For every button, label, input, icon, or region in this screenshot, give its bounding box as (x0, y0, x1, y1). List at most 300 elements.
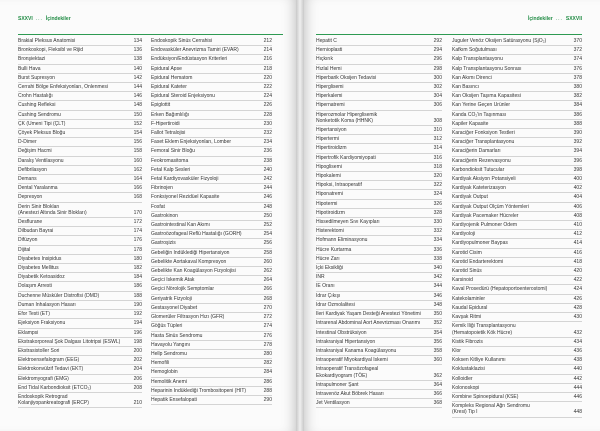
toc-entry (316, 144, 442, 153)
toc-entry-title: İntraoperatif Transözofageal Ekokardiyogram (TÖE) (316, 366, 379, 379)
toc-entry-page: 304 (433, 93, 442, 100)
toc-entry (18, 65, 142, 74)
toc-entry-page: 332 (433, 228, 442, 235)
toc-column-1 (18, 37, 142, 408)
toc-entry (316, 236, 442, 245)
toc-entry (18, 365, 142, 374)
toc-entry (316, 399, 442, 408)
toc-entry (151, 120, 272, 129)
toc-entry-page: 192 (133, 311, 142, 318)
toc-entry-page: 242 (263, 176, 272, 183)
toc-entry (452, 375, 582, 384)
toc-entry (316, 126, 442, 135)
toc-entry (151, 138, 272, 147)
toc-entry-page: 436 (573, 347, 582, 354)
toc-entry (18, 338, 142, 347)
toc-entry-page: 346 (433, 292, 442, 299)
toc-entry-page: 254 (263, 231, 272, 238)
toc-entry-title: Karaciğerin Rezervasyonu (452, 157, 511, 164)
toc-entry (316, 246, 442, 255)
toc-entry-title: End Tidal Karbondioksit (ETCO₂) (18, 384, 92, 391)
toc-entry-title: Cerrahi Bölge Enfeksiyonları, Önlenmesi (18, 84, 109, 91)
toc-entry-page: 390 (573, 130, 582, 137)
toc-entry-page: 382 (573, 93, 582, 100)
toc-entry-page: 398 (573, 166, 582, 173)
toc-entry (452, 129, 582, 138)
toc-entry-title: Erken Bağımlılığı (151, 111, 190, 118)
toc-entry-title: Hepatit C (316, 38, 337, 44)
toc-entry-title: Karotid Endarterektomi (452, 258, 504, 265)
toc-entry-title: Burst Supresyon (18, 74, 55, 81)
toc-entry-page: 366 (433, 390, 442, 397)
toc-entry-page: 148 (133, 102, 142, 109)
toc-entry (452, 276, 582, 285)
toc-entry-title: Hipotiroidizm (316, 209, 345, 216)
toc-entry (151, 276, 272, 285)
toc-entry-page: 142 (133, 74, 142, 81)
toc-entry-title: Kardiyak Pacemaker Hücreler (452, 212, 519, 219)
toc-entry-title: Kolonoskopi (452, 384, 480, 391)
toc-entry-title: Dental Yaralanma (18, 185, 58, 192)
toc-entry-title: Kafkım Soğutulması (452, 47, 497, 54)
toc-entry (151, 166, 272, 175)
toc-entry-page: 396 (573, 157, 582, 164)
toc-entry-title: Kardiyak Aksiyon Potansiyeli (452, 176, 516, 183)
toc-entry (452, 402, 582, 417)
toc-entry (452, 111, 582, 120)
toc-entry-page: 320 (433, 173, 442, 180)
toc-entry-page: 224 (263, 93, 272, 100)
toc-entry-page: 344 (433, 283, 442, 290)
toc-entry-page: 360 (433, 357, 442, 364)
toc-entry (151, 313, 272, 322)
toc-entry (18, 129, 142, 138)
toc-entry-page: 182 (133, 265, 142, 272)
toc-entry (151, 285, 272, 294)
toc-entry-page: 174 (133, 228, 142, 235)
toc-entry-page: 380 (573, 84, 582, 91)
toc-entry (452, 92, 582, 101)
toc-entry-page: 432 (573, 329, 582, 336)
toc-entry-title: Klor (452, 347, 461, 354)
toc-entry-page: 190 (133, 301, 142, 308)
toc-entry-title: Faset Eklem Enjeksiyonları, Lomber (151, 139, 232, 146)
toc-entry-page: 270 (263, 304, 272, 311)
toc-entry-page: 256 (263, 240, 272, 247)
toc-entry-page: 284 (263, 369, 272, 376)
toc-entry (151, 221, 272, 230)
toc-entry (18, 175, 142, 184)
toc-entry-title: Diyabetes Mellitus (18, 265, 59, 272)
toc-entry-page: 282 (263, 360, 272, 367)
toc-entry (452, 157, 582, 166)
toc-entry-title: Kombine Spinoepidural (KSE) (452, 393, 519, 400)
toc-entry-title: Geçici İskemik Atak (151, 277, 195, 284)
toc-entry-page: 168 (133, 194, 142, 201)
toc-entry (151, 175, 272, 184)
toc-entry-title: Depresyon (18, 194, 43, 201)
toc-entry-page: 314 (433, 145, 442, 152)
toc-entry-title: Kalp Transplantasyonu (452, 56, 503, 63)
toc-entry-page: 188 (133, 292, 142, 299)
toc-entry-page: 134 (133, 38, 142, 44)
toc-entry-title: Kardiyopulmoner Baypas (452, 240, 508, 247)
toc-entry-page: 334 (433, 237, 442, 244)
toc-entry-title: Daralış Ventilasyonu (18, 157, 64, 164)
toc-entry-title: Karbondioksit Tutucular (452, 166, 505, 173)
toc-entry (316, 55, 442, 64)
toc-entry-title: Kanda CO₂'in Taşınması (452, 111, 507, 118)
toc-entry-title: Demans (18, 176, 37, 183)
toc-entry-title: Havayolu Yangını (151, 341, 191, 348)
left-header-dots: ... (35, 16, 43, 22)
toc-entry (316, 46, 442, 55)
toc-entry (151, 184, 272, 193)
toc-entry-title: Karaciğer Transplantasyonu (452, 139, 515, 146)
toc-entry-page: 418 (573, 258, 582, 265)
toc-entry-page: 392 (573, 139, 582, 146)
toc-entry-title: Epidural Apse (151, 65, 182, 72)
toc-entry-page: 154 (133, 130, 142, 137)
toc-entry (18, 83, 142, 92)
toc-entry (452, 249, 582, 258)
toc-entry-title: Göğüs Tüpleri (151, 323, 183, 330)
toc-entry (18, 301, 142, 310)
toc-entry-title: Kistik Fibrozis (452, 338, 483, 345)
toc-entry-page: 402 (573, 185, 582, 192)
toc-entry (316, 92, 442, 101)
toc-entry (18, 347, 142, 356)
toc-entry (452, 175, 582, 184)
toc-entry-title: Hasta Sinüs Sendromu (151, 332, 203, 339)
toc-entry-page: 294 (433, 47, 442, 54)
toc-entry-title: Jet Ventilasyon (316, 400, 350, 407)
toc-entry-page: 448 (573, 409, 582, 416)
toc-entry (316, 200, 442, 209)
toc-entry (452, 356, 582, 365)
toc-entry (18, 193, 142, 202)
right-page (304, 0, 600, 431)
toc-entry-page: 364 (433, 381, 442, 388)
toc-entry-page: 296 (433, 56, 442, 63)
toc-entry-title: Difüzyon (18, 237, 38, 244)
toc-entry-title: Kardiyak Output (452, 194, 488, 201)
toc-entry-title: Kaval Prosedürü (Hepatoportoenterostomi) (452, 286, 548, 293)
toc-entry (316, 310, 442, 319)
toc-entry-page: 422 (573, 277, 582, 284)
toc-entry-title: Kardiyak Output Ölçüm Yöntemleri (452, 203, 529, 210)
toc-entry (316, 319, 442, 328)
toc-entry (151, 359, 272, 368)
toc-entry (18, 218, 142, 227)
toc-entry-title: Karaciğer Fonksiyon Testleri (452, 130, 515, 137)
toc-entry-page: 272 (263, 314, 272, 321)
toc-entry-page: 268 (263, 295, 272, 302)
toc-entry-page: 358 (433, 347, 442, 354)
toc-entry-page: 348 (433, 301, 442, 308)
toc-entry-title: Hipoglisemi (316, 163, 342, 170)
toc-entry-title: Defibrilasyon (18, 166, 47, 173)
toc-entry-title: İleri Kardiyak Yaşam Desteği Anestezi Yönetimi (316, 311, 421, 318)
toc-entry-title: Juguler Venöz Oksijen Satürasyonu (SjO₂) (452, 38, 547, 44)
toc-entry-page: 202 (133, 357, 142, 364)
toc-entry-page: 280 (263, 350, 272, 357)
toc-entry-title: Gastroözofageal Reflü Hastalığı (GÖRH) (151, 231, 242, 238)
toc-entry-page: 430 (573, 314, 582, 321)
toc-entry-page: 440 (573, 366, 582, 373)
toc-entry (316, 292, 442, 301)
toc-entry (151, 230, 272, 239)
toc-column-2 (151, 37, 272, 405)
toc-entry (18, 393, 142, 408)
toc-entry (151, 332, 272, 341)
toc-entry-page: 234 (263, 139, 272, 146)
toc-entry-title: Hiperbarik Oksijen Tedavisi (316, 74, 377, 81)
toc-entry-page: 288 (263, 387, 272, 394)
toc-entry-page: 266 (263, 286, 272, 293)
toc-entry (452, 212, 582, 221)
toc-entry-title: Gestasyonel Diyabet (151, 304, 198, 311)
toc-entry-title: Femoral Sinir Bloğu (151, 148, 195, 155)
toc-entry-title: Elektrokonvülzif Tedavi (EKT) (18, 366, 84, 373)
toc-entry-title: Katekolaminler (452, 295, 486, 302)
toc-entry-title: Endoskopik Sinüs Cerrahisi (151, 38, 213, 44)
toc-entry-title: Fetal Kalp Sesleri (151, 166, 191, 173)
toc-entry-page: 152 (133, 120, 142, 127)
toc-entry (452, 338, 582, 347)
toc-entry-title: Kemik İliği Transplantasyonu (Hematopoietik Kök Hücre) (452, 323, 516, 336)
toc-entry (18, 246, 142, 255)
toc-entry-page: 246 (263, 194, 272, 201)
toc-entry (316, 154, 442, 163)
toc-entry-page: 338 (433, 255, 442, 262)
toc-entry-page: 310 (433, 127, 442, 134)
toc-entry (151, 249, 272, 258)
toc-entry (151, 129, 272, 138)
toc-entry-title: Endovasküler Anevrizma Tamiri (EVAR) (151, 47, 239, 54)
toc-entry (452, 184, 582, 193)
toc-entry-title: Ejeksiyon Fraksiyonu (18, 320, 66, 327)
toc-entry (316, 329, 442, 338)
toc-entry-page: 328 (433, 209, 442, 216)
toc-entry (316, 74, 442, 83)
toc-entry-page: 342 (433, 274, 442, 281)
toc-entry-title: İntraoperatif Miyokardiyal İskemi (316, 357, 388, 364)
toc-entry (316, 227, 442, 236)
toc-entry-page: 158 (133, 148, 142, 155)
toc-entry-title: Dilbudan Bayrai (18, 228, 54, 235)
toc-entry-title: İdrar Ozmolalitesi (316, 301, 355, 308)
toc-entry-title: Hepatik Ensefalopati (151, 396, 197, 403)
toc-entry-page: 198 (133, 338, 142, 345)
toc-entry-title: Bronşiektazi (18, 56, 46, 63)
toc-entry (18, 319, 142, 328)
toc-entry-title: Hipertermi (316, 136, 340, 143)
toc-column-4 (452, 37, 582, 418)
toc-entry-page: 350 (433, 311, 442, 318)
toc-entry (452, 138, 582, 147)
toc-entry-title: Fetal Kardiyovasküler Fizyoloji (151, 176, 219, 183)
toc-entry-title: Diyabetik Ketoasidoz (18, 274, 65, 281)
toc-entry-title: Hiponatremi (316, 191, 343, 198)
toc-entry-title: İdrar Çıkışı (316, 292, 341, 299)
toc-entry-page: 444 (573, 384, 582, 391)
toc-entry-title: Derin Sinir Blokları (Anestezi Altında Sinir Blokları) (18, 203, 87, 216)
toc-entry (151, 147, 272, 156)
toc-entry-title: Hıçkırık (316, 56, 333, 63)
toc-entry-title: Endoskopik Retrograd Kolanjiyopankreatografi (ERCP) (18, 393, 89, 407)
toc-entry-page: 394 (573, 148, 582, 155)
toc-entry (452, 46, 582, 55)
toc-entry (316, 83, 442, 92)
book-gutter (296, 0, 304, 431)
toc-entry-title: Hemoglobin (151, 369, 178, 376)
toc-entry-page: 352 (433, 320, 442, 327)
toc-entry-page: 292 (433, 38, 442, 44)
toc-entry-title: Kardiyak Kateterizasyon (452, 185, 506, 192)
toc-entry-page: 416 (573, 249, 582, 256)
toc-entry (316, 37, 442, 46)
toc-entry-page: 156 (133, 139, 142, 146)
toc-entry-page: 238 (263, 157, 272, 164)
toc-entry (18, 329, 142, 338)
toc-entry (151, 55, 272, 64)
toc-entry (452, 147, 582, 156)
toc-entry (18, 101, 142, 110)
toc-entry (18, 120, 142, 129)
toc-entry-title: Hücre Kurtarma (316, 246, 352, 253)
toc-entry (151, 92, 272, 101)
toc-entry-title: Hipertansiyon (316, 127, 347, 134)
toc-entry-page: 180 (133, 255, 142, 262)
toc-entry-page: 374 (573, 56, 582, 63)
toc-entry-title: Brakial Pleksus Anatomisi (18, 38, 76, 44)
toc-entry-page: 170 (133, 209, 142, 216)
toc-entry-page: 324 (433, 191, 442, 198)
toc-entry-page: 136 (133, 47, 142, 54)
toc-entry-title: Epidural Hematom (151, 74, 193, 81)
toc-entry (18, 138, 142, 147)
toc-entry-page: 370 (573, 38, 582, 44)
toc-entry (151, 193, 272, 202)
toc-entry-title: Kapiler Kapasite (452, 120, 489, 127)
toc-entry (452, 65, 582, 74)
toc-entry-page: 164 (133, 176, 142, 183)
toc-entry (151, 83, 272, 92)
left-page-header (18, 16, 71, 22)
toc-entry-page: 274 (263, 323, 272, 330)
toc-entry-page: 428 (573, 304, 582, 311)
toc-entry (151, 74, 272, 83)
toc-entry (151, 322, 272, 331)
toc-entry-page: 220 (263, 74, 272, 81)
toc-entry-page: 160 (133, 157, 142, 164)
toc-entry-title: Kan Yerine Geçen Ürünler (452, 102, 511, 109)
toc-entry (18, 264, 142, 273)
toc-entry-page: 146 (133, 93, 142, 100)
toc-entry (151, 295, 272, 304)
toc-entry-title: İçki Eksikliği (316, 265, 343, 272)
toc-entry-page: 424 (573, 286, 582, 293)
toc-entry-page: 186 (133, 283, 142, 290)
toc-entry-page: 300 (433, 74, 442, 81)
toc-entry-page: 212 (263, 38, 272, 44)
toc-entry (151, 304, 272, 313)
toc-entry-title: Hücre Zarı (316, 255, 340, 262)
toc-entry-page: 252 (263, 222, 272, 229)
toc-entry (452, 166, 582, 175)
toc-entry (452, 120, 582, 129)
toc-entry-title: Ekstrasistoller Sori (18, 347, 60, 354)
toc-entry-title: Hipernatremi (316, 102, 345, 109)
toc-entry (18, 310, 142, 319)
toc-entry-page: 434 (573, 338, 582, 345)
toc-entry-page: 446 (573, 393, 582, 400)
toc-entry (452, 285, 582, 294)
toc-entry (151, 387, 272, 396)
toc-entry-page: 258 (263, 249, 272, 256)
toc-entry-title: Hissedilmeyen Sıvı Kayıpları (316, 219, 380, 226)
toc-entry (18, 166, 142, 175)
toc-entry (316, 218, 442, 227)
toc-entry-title: Çöyek Pleksus Bloğu (18, 130, 66, 137)
toc-entry (452, 83, 582, 92)
toc-entry-title: İntravenöz Akut Böbrek Hasarı (316, 390, 384, 397)
toc-entry-page: 204 (133, 366, 142, 373)
toc-entry-page: 236 (263, 148, 272, 155)
toc-entry-title: İntrakraniyal Kanama Koagülasyonu (316, 347, 397, 354)
toc-entry-page: 376 (573, 65, 582, 72)
toc-entry-title: Eklampsi (18, 329, 39, 336)
toc-entry-title: Desflurane (18, 219, 43, 226)
toc-entry-title: Hipokalemi (316, 173, 341, 180)
toc-entry (452, 258, 582, 267)
toc-entry-title: Cushing Refleksi (18, 102, 56, 109)
toc-entry-page: 410 (573, 222, 582, 229)
toc-entry-title: D-Dimer (18, 139, 37, 146)
toc-entry (452, 55, 582, 64)
toc-entry-title: Hızlal Hemi (316, 65, 342, 72)
toc-entry (316, 365, 442, 380)
toc-entry-title: Cushing Sendromu (18, 111, 61, 118)
toc-entry-page: 200 (133, 347, 142, 354)
toc-entry-page: 232 (263, 130, 272, 137)
toc-entry-title: Hiperkalemi (316, 93, 343, 100)
toc-entry-page: 150 (133, 111, 142, 118)
toc-entry (151, 378, 272, 387)
toc-entry (18, 236, 142, 245)
toc-entry-title: Duchenne Müsküler Distrofisi (DMD) (18, 292, 100, 299)
toc-entry (151, 341, 272, 350)
toc-entry-page: 414 (573, 240, 582, 247)
toc-entry (151, 258, 272, 267)
toc-entry (452, 393, 582, 402)
toc-entry-page: 372 (573, 47, 582, 54)
toc-entry (452, 37, 582, 46)
toc-entry-page: 340 (433, 265, 442, 272)
toc-entry (452, 239, 582, 248)
toc-entry (18, 255, 142, 264)
toc-entry-title: Karotid Sinüs (452, 268, 482, 275)
toc-entry-title: Gastroşizis (151, 240, 176, 247)
toc-entry-page: 250 (263, 212, 272, 219)
toc-entry-title: Hiperglisemi (316, 84, 344, 91)
toc-entry-page: 386 (573, 111, 582, 118)
toc-entry (452, 230, 582, 239)
toc-entry (316, 172, 442, 181)
toc-entry-page: 400 (573, 176, 582, 183)
toc-entry-title: Hemolitik Anemi (151, 378, 187, 385)
